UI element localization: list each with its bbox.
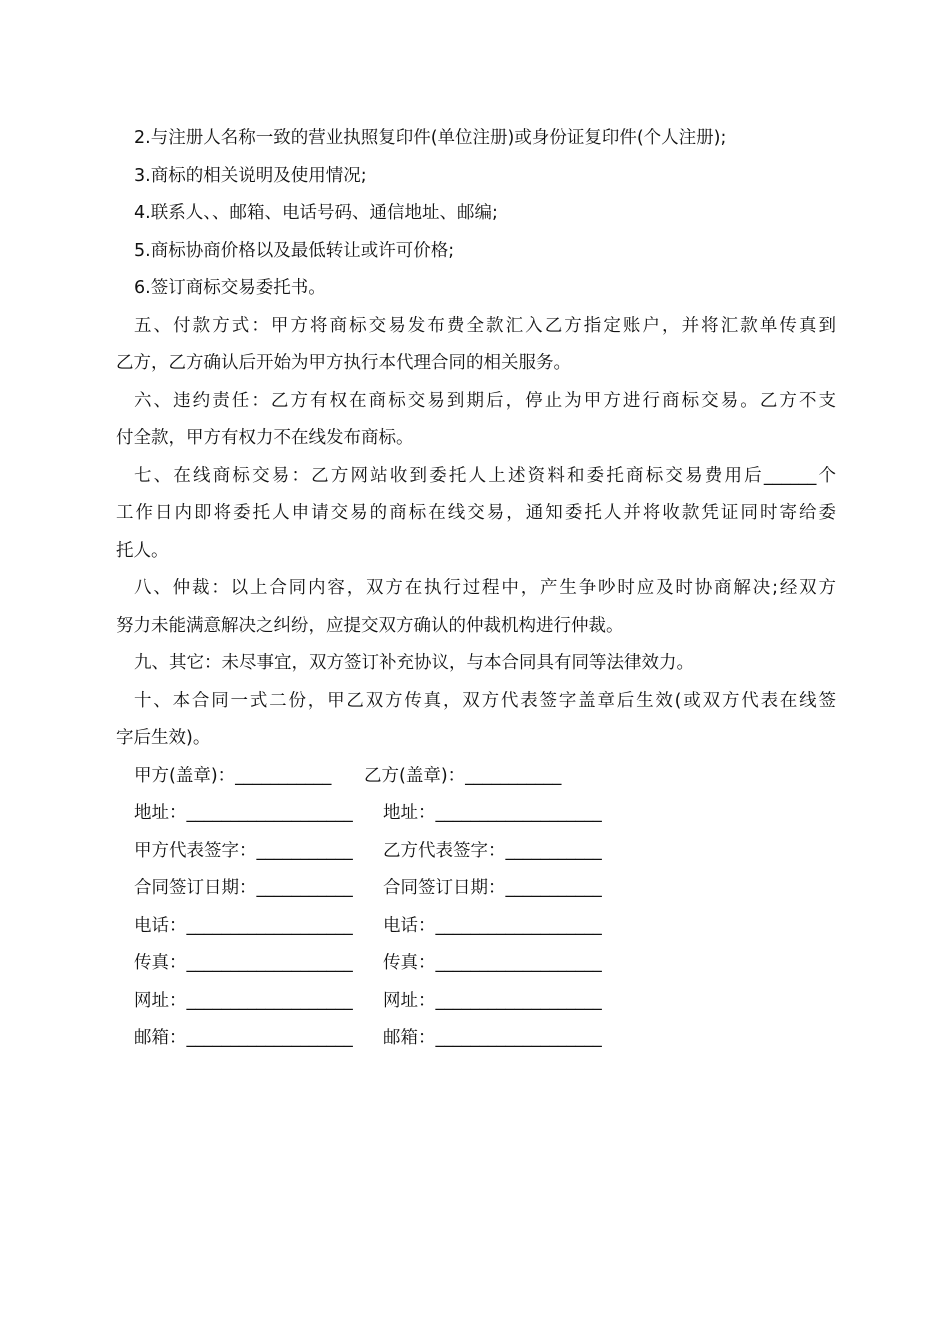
party-b-phone-field: 电话：___________________: [383, 915, 602, 936]
clause-line: 努力未能满意解决之纠纷，应提交双方确认的仲裁机构进行仲裁。: [116, 615, 624, 636]
party-b-website-field: 网址：___________________: [383, 990, 602, 1011]
clause-online-trading: [116, 458, 836, 571]
clause-line: 字后生效)。: [116, 728, 211, 748]
clause-other: [116, 645, 836, 683]
clause-arbitration: [116, 570, 836, 645]
signature-row-representative: [116, 833, 836, 871]
clause-line: 乙方，乙方确认后开始为甲方执行本代理合同的相关服务。: [116, 353, 571, 373]
contract-body: [116, 120, 836, 1058]
signature-row-date: [116, 870, 836, 908]
list-item: 5.商标协商价格以及最低转让或许可价格;: [134, 240, 455, 261]
party-a-email-field: 邮箱：___________________: [134, 1028, 353, 1048]
clause-copies: [116, 683, 836, 758]
signature-row-seal: [116, 758, 836, 796]
party-b-representative-field: 乙方代表签字：___________: [383, 840, 602, 861]
clause-liability: [116, 383, 836, 458]
list-item: 2.与注册人名称一致的营业执照复印件(单位注册)或身份证复印件(个人注册);: [134, 128, 727, 148]
signature-row-website: [116, 983, 836, 1021]
party-b-fax-field: 传真：___________________: [383, 953, 602, 973]
party-b-address-field: 地址：___________________: [383, 803, 602, 823]
party-a-seal-field: 甲方(盖章)：___________: [134, 765, 332, 786]
party-a-date-field: 合同签订日期：___________: [134, 878, 353, 898]
party-a-phone-field: 电话：___________________: [134, 915, 353, 936]
list-item: 4.联系人、、邮箱、电话号码、通信地址、邮编;: [134, 203, 498, 223]
party-b-seal-field: 乙方(盖章)：___________: [364, 765, 562, 786]
clause-line: 工作日内即将委托人申请交易的商标在线交易，通知委托人并将收款凭证同时寄给委: [116, 503, 836, 523]
party-a-fax-field: 传真：___________________: [134, 953, 353, 973]
list-item: 6.签订商标交易委托书。: [134, 278, 326, 298]
clause-line: 六、违约责任：乙方有权在商标交易到期后，停止为甲方进行商标交易。乙方不支: [134, 390, 836, 411]
clause-line: 托人。: [116, 540, 169, 561]
clause-line: 八、仲裁：以上合同内容，双方在执行过程中，产生争吵时应及时协商解决;经双方: [134, 578, 836, 598]
signature-row-phone: [116, 908, 836, 946]
party-a-representative-field: 甲方代表签字：___________: [134, 840, 353, 861]
clause-line: 九、其它：未尽事宜，双方签订补充协议，与本合同具有同等法律效力。: [134, 653, 694, 673]
party-b-date-field: 合同签订日期：___________: [383, 878, 602, 898]
list-item: 3.商标的相关说明及使用情况;: [134, 165, 367, 186]
clause-line: 七、在线商标交易：乙方网站收到委托人上述资料和委托商标交易费用后______个: [134, 465, 836, 486]
clause-payment: [116, 308, 836, 383]
clause-line: 十、本合同一式二份，甲乙双方传真，双方代表签字盖章后生效(或双方代表在线签: [134, 690, 836, 711]
party-a-website-field: 网址：___________________: [134, 990, 353, 1011]
signature-row-fax: [116, 945, 836, 983]
party-b-email-field: 邮箱：___________________: [383, 1028, 602, 1048]
signature-row-address: [116, 795, 836, 833]
signature-block: [116, 758, 836, 1058]
party-a-address-field: 地址：___________________: [134, 803, 353, 823]
signature-row-email: [116, 1020, 836, 1058]
clause-line: 五、付款方式：甲方将商标交易发布费全款汇入乙方指定账户，并将汇款单传真到: [134, 315, 836, 336]
clause-line: 付全款，甲方有权力不在线发布商标。: [116, 428, 414, 448]
required-materials-list: [116, 120, 836, 308]
